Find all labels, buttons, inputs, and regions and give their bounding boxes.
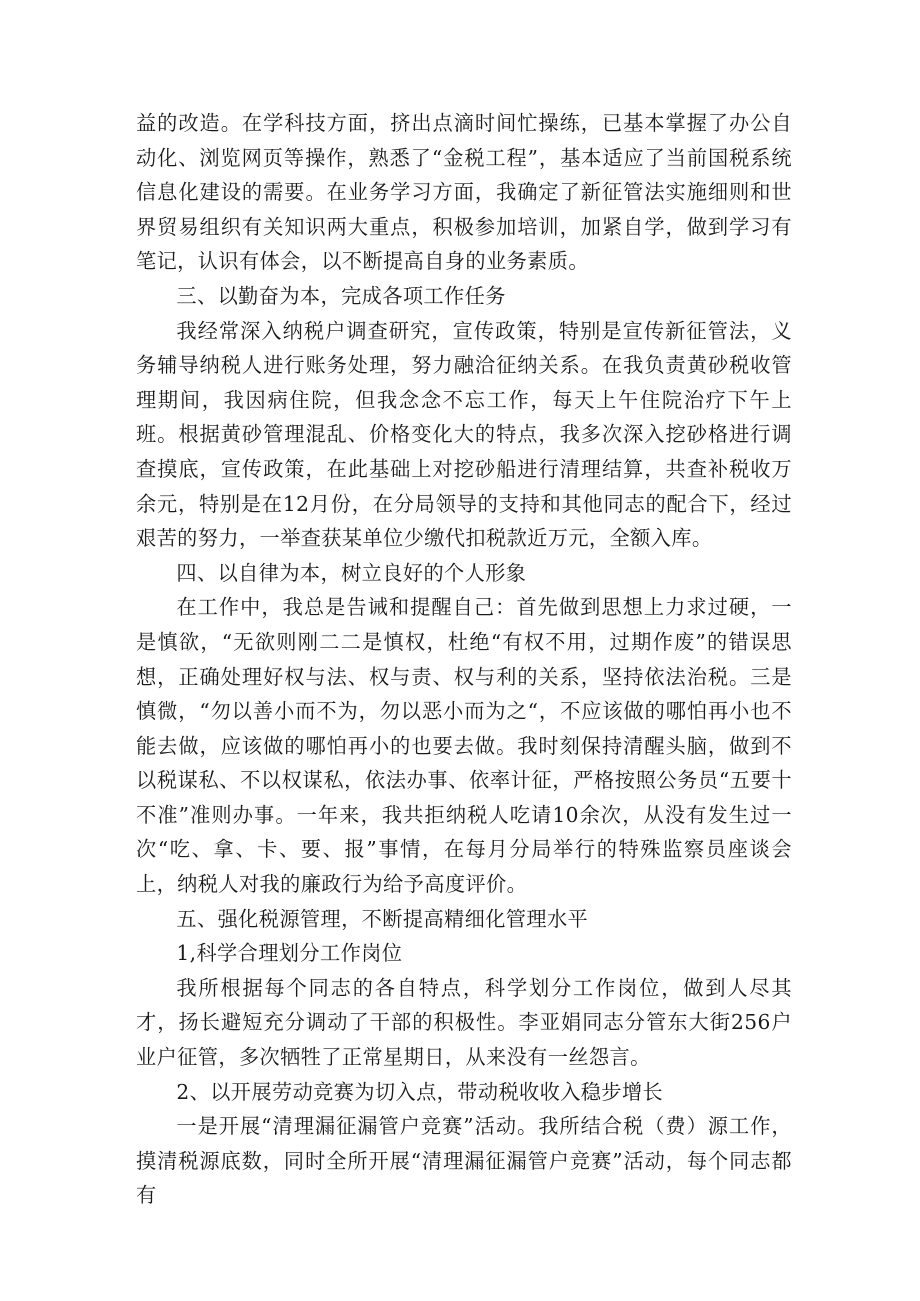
- section-heading-four: 四、以自律为本，树立良好的个人形象: [176, 560, 527, 585]
- document-body: [136, 106, 792, 1213]
- paragraph-subsection-two: 一是开展“清理漏征漏管户竞赛”活动。我所结合税（费）源工作，摸清税源底数，同时全所开展“清理漏征漏管户竞赛”活动，每个同志都有: [136, 1114, 792, 1208]
- subheading-two: 2、以开展劳动竞赛为切入点，带动税收收入稳步增长: [176, 1079, 664, 1104]
- section-heading-three: 三、以勤奋为本，完成各项工作任务: [176, 283, 506, 308]
- paragraph-section-four: 在工作中，我总是告诫和提醒自己：首先做到思想上力求过硬，一是慎欲，“无欲则刚二二是慎权，杜绝“有权不用，过期作废”的错误思想，正确处理好权与法、权与责、权与利的关系，坚持依法治税。三是慎微，“勿以善小而不为，勿以恶小而为之“，不应该做的哪怕再小也不能去做，应该做的哪怕再小的也要去做。我时刻保持清醒头脑，做到不以税谋私、不以权谋私，依法办事、依率计征，严格按照公务员“五要十不准”准则办事。一年来，我共拒纳税人吃请10余次，从没有发生过一次“吃、拿、卡、要、报”事情，在每月分局举行的特殊监察员座谈会上，纳税人对我的廉政行为给予高度评价。: [136, 595, 792, 897]
- paragraph-continued-intro: 益的改造。在学科技方面，挤出点滴时间忙操练，已基本掌握了办公自动化、浏览网页等操作，熟悉了“金税工程”，基本适应了当前国税系统信息化建设的需要。在业务学习方面，我确定了新征管法实施细则和世界贸易组织有关知识两大重点，积极参加培训，加紧自学，做到学习有笔记，认识有体会，以不断提高自身的业务素质。: [136, 111, 792, 274]
- subheading-one: 1,科学合理划分工作岗位: [176, 941, 403, 966]
- paragraph-section-three: 我经常深入纳税户调查研究，宣传政策，特别是宣传新征管法，义务辅导纳税人进行账务处理，努力融洽征纳关系。在我负责黄砂税收管理期间，我因病住院，但我念念不忘工作，每天上午住院治疗下午上班。根据黄砂管理混乱、价格变化大的特点，我多次深入挖砂格进行调查摸底，宣传政策，在此基础上对挖砂船进行清理结算，共查补税收万余元，特别是在12月份，在分局领导的支持和其他同志的配合下，经过艰苦的努力，一举查获某单位少缴代扣税款近万元，全额入库。: [136, 318, 792, 551]
- section-heading-five: 五、强化税源管理，不断提高精细化管理水平: [176, 906, 589, 931]
- paragraph-subsection-one: 我所根据每个同志的各自特点，科学划分工作岗位，做到人尽其才，扬长避短充分调动了干部的积极性。李亚娟同志分管东大街256户业户征管，多次牺牲了正常星期日，从来没有一丝怨言。: [136, 975, 792, 1070]
